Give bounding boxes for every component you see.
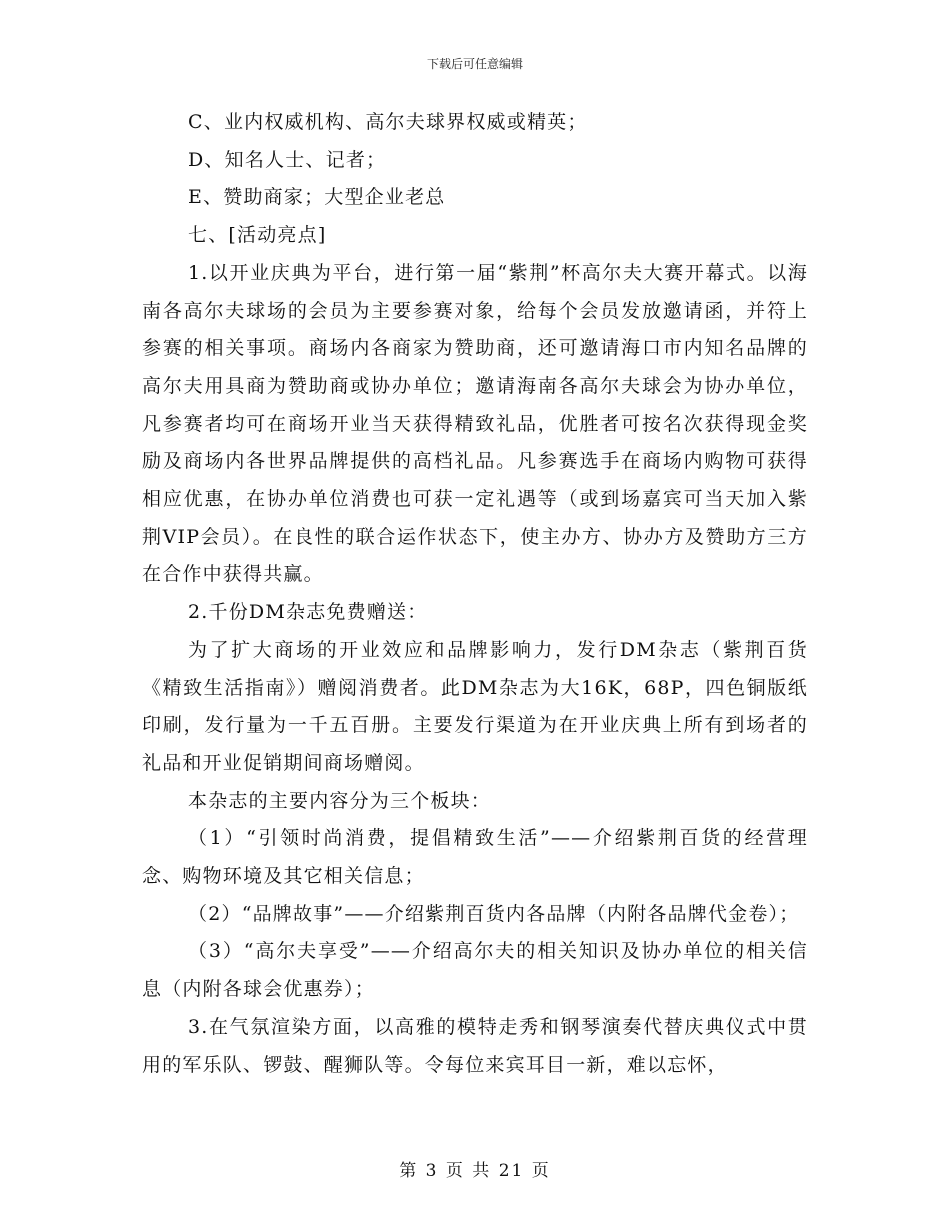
header-note: 下载后可任意编辑 <box>426 57 523 71</box>
paragraph-audience-e: E、赞助商家；大型企业老总 <box>188 186 446 209</box>
paragraph-highlight-2-title: 2.千份DM杂志免费赠送： <box>188 601 428 624</box>
paragraph-section-2: （2）“品牌故事”——介绍紫荆百货内各品牌（内附各品牌代金卷）； <box>188 902 800 925</box>
paragraph-section-1: （1）“引领时尚消费，提倡精致生活”——介绍紫荆百货的经营理念、购物环境及其它相关信息； <box>142 827 808 888</box>
paragraph-magazine-sections: 本杂志的主要内容分为三个板块： <box>188 789 492 812</box>
document-body <box>142 104 808 1084</box>
paragraph-audience-c: C、业内权威机构、高尔夫球界权威或精英； <box>188 111 588 133</box>
page-number-footer: 第 3 页 共 21 页 <box>399 1161 551 1181</box>
paragraph-section-3: （3）“高尔夫享受”——介绍高尔夫的相关知识及协办单位的相关信息（内附各球会优惠券）； <box>142 940 808 1001</box>
paragraph-highlight-1: 1.以开业庆典为平台，进行第一届“紫荆”杯高尔夫大赛开幕式。以海南各高尔夫球场的会员为主要参赛对象，给每个会员发放邀请函，并符上参赛的相关事项。商场内各商家为赞助商，还可邀请海口市内知名品牌的高尔夫用具商为赞助商或协办单位；邀请海南各高尔夫球会为协办单位，凡参赛者均可在商场开业当天获得精致礼品，优胜者可按名次获得现金奖励及商场内各世界品牌提供的高档礼品。凡参赛选手在商场内购物可获得相应优惠，在协办单位消费也可获一定礼遇等（或到场嘉宾可当天加入紫荆VIP会员）。在良性的联合运作状态下，使主办方、协办方及赞助方三方在合作中获得共赢。 <box>142 261 809 586</box>
paragraph-dm-magazine: 为了扩大商场的开业效应和品牌影响力，发行DM杂志（紫荆百货《精致生活指南》）赠阅消费者。此DM杂志为大16K，68P，四色铜版纸印刷，发行量为一千五百册。主要发行渠道为在开业庆典上所有到场者的礼品和开业促销期间商场赠阅。 <box>142 638 808 774</box>
paragraph-highlight-3: 3.在气氛渲染方面，以高雅的模特走秀和钢琴演奏代替庆典仪式中贯用的军乐队、锣鼓、醒狮队等。令每位来宾耳目一新，难以忘怀， <box>142 1015 808 1076</box>
section-heading-highlights: 七、[活动亮点] <box>188 224 327 247</box>
paragraph-audience-d: D、知名人士、记者； <box>188 148 387 171</box>
